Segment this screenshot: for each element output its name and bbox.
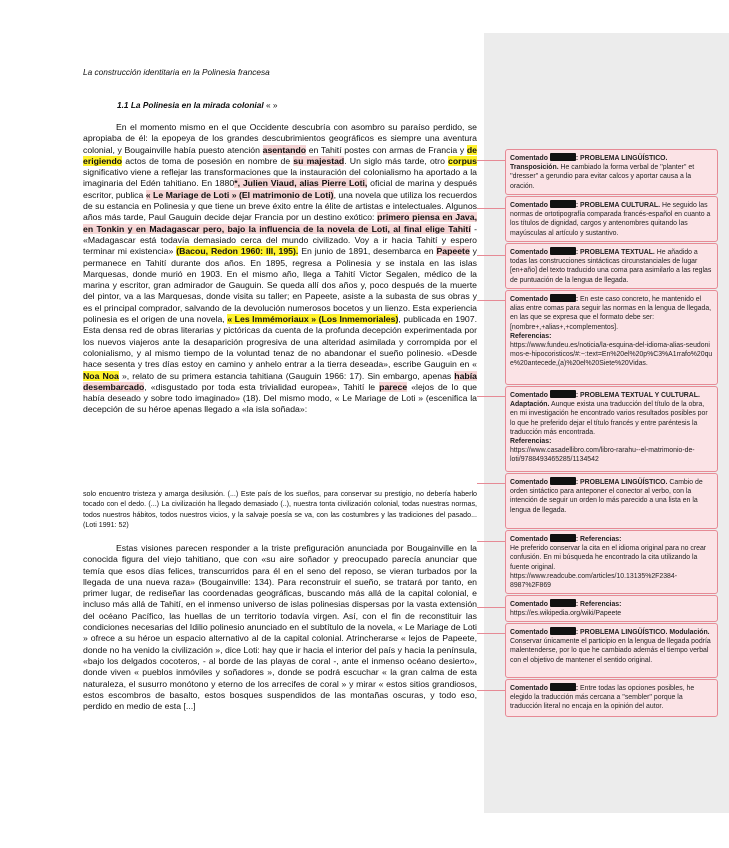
highlighted-text: Noa Noa <box>83 370 119 381</box>
body-text-run: , una novela que utiliza los recuerdos de su estancia en Polinesia y que tiene un breve éxito entre la élite de artistas e intelectuales. Algunos años más tarde, Paul Gauguin decide dejar Francia por un destino exótico: <box>83 189 477 223</box>
comment-card[interactable]: Comentado : PROBLEMA LINGÜÍSTICO. Transposición. He cambiado la forma verbal de ''planter'' et ''dresser'' a gerundio para evitar calcos y aportar causa a la oración. <box>505 149 718 195</box>
paragraph-1-text <box>83 122 477 416</box>
comment-type: Referencias: <box>580 601 622 608</box>
section-title: La Polinesia en la mirada colonial <box>130 100 264 110</box>
body-text-run: . Un siglo más tarde, otro <box>344 155 449 166</box>
comment-label: Comentado <box>510 685 548 692</box>
redacted-author <box>550 294 576 302</box>
comment-body: Aunque exista una traducción del título de la obra, en mi investigación he encontrado varios resultados posibles por lo que he preferido dejar el título francés y entre paréntesis la traducción más encontrada. <box>510 401 708 436</box>
commented-text: « Le Mariage de Loti » (El matrimonio de Loti) <box>145 189 334 200</box>
comment-body: He preferido conservar la cita en el idioma original para no crear confusión. En mi búsqueda he encontrado la cita utilizando la fuente original. https://www.readcube.com/articles/10.13135%2F2384-8987%2F869 <box>510 545 707 590</box>
comment-type: PROBLEMA LINGÜÍSTICO. <box>580 479 668 486</box>
body-text-run: en Tahití postes con armas de Francia y <box>306 144 467 155</box>
body-text-run: , publicada en 1907. Esta densa red de obras literarias y pictóricas da cuenta de la profunda decepción experimentada por los nuevos viajeros ante la desaparición progresiva de una alteridad asimilada y corrompida por el colonialismo, y al mismo tiempo de la voluntad tenaz de no abandonar el sueño polinesio. «Desde hace sesenta y tres días estoy en camino y anhelo entrar a la tierra deseada», escribe Gauguin en « <box>83 314 477 370</box>
comment-connector <box>477 255 507 256</box>
section-heading <box>117 100 278 110</box>
comment-connector <box>477 300 507 301</box>
comment-card[interactable]: Comentado : Referencias: https://es.wikipedia.org/wiki/Papeete <box>505 595 718 622</box>
comment-card[interactable]: Comentado : PROBLEMA CULTURAL. He seguido las normas de ortotipografía comparada francés-español en cuanto a los títulos de dignidad, cargos y antenombres quitando las mayúsculas al artículo y sustantivo. <box>505 196 718 242</box>
comment-connector <box>477 633 507 634</box>
body-text-run: «lejos de lo que había deseado y sobre todo imaginado» (18). Del mismo modo, « Le Mariage de Loti » (escenifica la decepción de su héroe apenas llegado a «la isla soñada»: <box>83 381 477 415</box>
comment-refs-link[interactable]: https://www.casadellibro.com/libro-rarahu--el-matrimonio-de-loti/9788493465285/1134542 <box>510 447 695 464</box>
highlighted-text: corpus <box>448 155 478 166</box>
comment-type: PROBLEMA LINGÜÍSTICO. Modulación. <box>580 629 710 636</box>
body-text-run: En junio de 1891, desembarca en <box>298 246 437 257</box>
comment-type: PROBLEMA TEXTUAL Y CULTURAL. <box>580 392 700 399</box>
comment-card[interactable]: Comentado : PROBLEMA TEXTUAL Y CULTURAL. Adaptación. Aunque exista una traducción del título de la obra, en mi investigación he encontrado varios resultados posibles por lo que he preferido dejar el título francés y entre paréntesis la traducción más encontrada. Referencias: https://www.casadellibro.com/libro-rarahu--el-matrimonio-de-loti/9788493465285/1134542 <box>505 386 718 472</box>
commented-text: parece <box>379 381 408 392</box>
body-text-run: , «disgustado por toda esta trivialidad europea», Tahití le <box>144 381 380 392</box>
comment-connector <box>477 396 507 397</box>
redacted-author <box>550 599 576 607</box>
comment-label: Comentado <box>510 155 548 162</box>
comment-card[interactable]: Comentado : PROBLEMA LINGÜÍSTICO. Cambio de orden sintáctico para anteponer el conector al verbo, con la intención de seguir un orden lo más parecido a una lista en la lengua de llegada. <box>505 473 718 529</box>
paragraph-2-text: Estas visiones parecen responder a la triste prefiguración anunciada por Bougainville en la conocida figura del viejo tahitiano, que con «su aire soñador y preocupado parecía anunciar que temía que esos días felices, transcurridos para él en el seno del reposo, se vieran turbados por la llegada de una nueva raza» (Bougainville: 134). Para reconstruir el sueño, se tratará por tanto, en primer lugar, de rediseñar las coordenadas geográficas, buscando más allá de la capital colonial, e incluso más allá de Tahití, en el inmenso universo de islas polinesias dispersas por la vasta extensión del océano Pacífico, las huellas de un territorio todavía virgen. Así, con el fin de reconstituir las condiciones necesarias del Idilio polinesio anunciado en el subtítulo de la novela, « Le Mariage de Loti » ofrece a su héroe un espacio alternativo al de la capital colonial. Atrincherarse « lejos de Papeete, donde no ha venido la civilización », dice Loti: hay que ir hacia el interior del país y hacia la península, «bajo los delgados cocoteros, - al borde de las playas de coral -, ante el inmenso océano desierto», donde viven « pueblos inmóviles y soñadores », donde se podrá escuchar « la gran calma de esta naturaleza, el susurro monótono y eterno de los arrecifes de coral » y mirar « estos sitios grandiosos, estos escombros de basalto, estos bosques suspendidos de las montañas oscuras, y todo eso, perdido en medio de esta [...] <box>83 543 477 712</box>
comment-technique: Transposición. <box>510 164 559 172</box>
commented-text: había desembarcado <box>83 370 477 392</box>
comment-connector <box>477 690 507 691</box>
redacted-author <box>550 247 576 255</box>
comment-card[interactable]: Comentado : Entre todas las opciones posibles, he elegido la traducción más cercana a ''sembler'' porque la traducción literal no encaja en la opinión del autor. <box>505 679 718 717</box>
comment-body: Conservar únicamente el participio en la lengua de llegada podría malentenderse, por lo que he cambiado además el tiempo verbal con el objetivo de mantener el sentido original. <box>510 638 711 664</box>
commented-text: Papeete <box>436 246 470 257</box>
comment-card[interactable]: Comentado : En este caso concreto, he mantenido el alias entre comas para seguir las normas en la lengua de llegada, en las que se expresa que el formato debe ser: [nombre+,+alias+,+complementos]. Referencias: https://www.fundeu.es/noticia/la-esquina-del-idioma-alias-seudonimos-e-hipocoristicos/#:~:text=En%20el%20p%C3%A1rrafo%20que%20antecede,(a)%20el%20Siete%20Vidas. <box>505 290 718 385</box>
comment-body: He cambiado la forma verbal de ''planter'' et ''dresser'' a gerundio para evitar calcos y aportar causa a la oración. <box>510 164 695 190</box>
body-text-run: y permanece en Tahití durante dos años. En 1895, regresa a Polinesia y se instala en las islas Marquesas, donde murió en 1903. En el mismo año, llega a Tahití Victor Segalen, médico de la marina y escritor, gran admirador de Gauguin. Se queda allí dos años y, poco después de la muerte del pintor, va a las Marquesas, donde visita su taller; en Papeete, asiste a la subasta de sus obras y es el principal comprador, salvando de la devolución numerosos bocetos y un lienzo. Esta experiencia polinesia es el origen de una novela, <box>83 246 478 325</box>
section-number: 1.1 <box>117 100 129 110</box>
body-text-run: En el momento mismo en el que Occidente descubría con asombro su paraíso perdido, se apropiaba de él: la epopeya de los grandes descubrimientos geográficos es siempre una aventura colonial, y Bougainville había puesto atención <box>83 122 477 155</box>
section-suffix: « » <box>265 100 278 110</box>
comment-connector <box>477 483 507 484</box>
body-text-run: oficial de marina y después escritor, publica <box>83 178 478 200</box>
comment-type: PROBLEMA TEXTUAL. <box>580 249 655 256</box>
redacted-author <box>550 534 576 542</box>
redacted-author <box>550 683 576 691</box>
comment-connector <box>477 160 507 161</box>
commented-text: primero piensa en Java, en Tonkin y en Madagascar pero, bajo la influencia de la novela de Loti, al final elige Tahití <box>83 212 477 234</box>
body-text-run: significativo viene a reflejar las transformaciones que la instauración del colonialismo ha aportado a la imaginaria del Edén tahitiano. En 1880 <box>83 167 477 189</box>
comment-type: PROBLEMA CULTURAL. <box>580 202 661 209</box>
highlighted-text: (Bacou, Redon 1960: III, 195). <box>176 246 299 257</box>
commented-text: asentando <box>262 144 307 155</box>
redacted-author <box>550 153 576 161</box>
body-text-run: actos de toma de posesión en nombre de <box>122 155 294 166</box>
comment-label: Comentado <box>510 536 548 543</box>
comment-connector <box>477 541 507 542</box>
comment-label: Comentado <box>510 296 548 303</box>
comment-card[interactable]: Comentado : Referencias: He preferido conservar la cita en el idioma original para no crear confusión. En mi búsqueda he encontrado la cita utilizando la fuente original. https://www.readcube.com/articles/10.13135%2F2384-8987%2F869 <box>505 530 718 594</box>
paragraph-1 <box>83 122 477 416</box>
comment-body: En este caso concreto, he mantenido el alias entre comas para seguir las normas en la lengua de llegada, en las que se expresa que el formato debe ser: [nombre+,+alias+,+complementos]. <box>510 296 712 331</box>
comment-label: Comentado <box>510 629 548 636</box>
comment-label: Comentado <box>510 202 548 209</box>
comment-label: Comentado <box>510 479 548 486</box>
highlighted-text: de erigiendo <box>83 144 477 166</box>
running-header: La construcción identitaria en la Polinesia francesa <box>83 67 270 77</box>
redacted-author <box>550 390 576 398</box>
comment-card[interactable]: Comentado : PROBLEMA LINGÜÍSTICO. Modulación. Conservar únicamente el participio en la lengua de llegada podría malentenderse, por lo que he cambiado además el tiempo verbal con el objetivo de mantener el sentido original. <box>505 623 718 678</box>
highlighted-text: « Les Immémoriaux » (Los Inmemoriales) <box>227 314 399 325</box>
commented-text: su majestad <box>293 155 345 166</box>
comment-body: He añadido a todas las construcciones sintácticas circunstanciales de lugar [en+año] del texto traducido una coma para asimilarlo a las reglas de puntuación de la lengua de llegada. <box>510 249 712 284</box>
comment-body: Entre todas las opciones posibles, he elegido la traducción más cercana a ''sembler'' porque la traducción literal no encaja en la opinión del autor. <box>510 685 695 711</box>
comment-refs-label: Referencias: <box>510 332 552 340</box>
redacted-author <box>550 200 576 208</box>
comment-technique: Adaptación. <box>510 401 550 409</box>
redacted-author <box>550 477 576 485</box>
comment-body: https://es.wikipedia.org/wiki/Papeete <box>510 610 622 618</box>
comment-body: Cambio de orden sintáctico para anteponer el conector al verbo, con la intención de seguir un orden lo más parecido a una lista en la lengua de llegada. <box>510 479 703 514</box>
comment-connector <box>477 208 507 209</box>
commented-text: *, Julien Viaud, alias Pierre Loti, <box>234 178 368 189</box>
comment-body: He seguido las normas de ortotipografía comparada francés-español en cuanto a los títulos de dignidad, cargos y antenombres quitando las mayúsculas al artículo y sustantivo. <box>510 202 711 237</box>
body-text-run: », relato de su primera estancia tahitiana (Gauguin 1966: 17). Sin embargo, apenas <box>118 370 455 381</box>
comment-label: Comentado <box>510 249 548 256</box>
comment-type: PROBLEMA LINGÜÍSTICO. <box>580 155 668 162</box>
comment-card[interactable]: Comentado : PROBLEMA TEXTUAL. He añadido a todas las construcciones sintácticas circunstanciales de lugar [en+año] del texto traducido una coma para asimilarlo a las reglas de puntuación de la lengua de llegada. <box>505 243 718 289</box>
comment-connector <box>477 607 507 608</box>
comment-label: Comentado <box>510 392 548 399</box>
comment-refs-label: Referencias: <box>510 438 552 446</box>
comment-refs-link[interactable]: https://www.fundeu.es/noticia/la-esquina-del-idioma-alias-seudonimos-e-hipocoristicos/#:~:text=En%20el%20p%C3%A1rrafo%20que%20antecede,(a)%20el%20Siete%20Vidas. <box>510 342 713 368</box>
block-quote: solo encuentro tristeza y amarga desilusión. (...) Este país de los sueños, para conservar su prestigio, no debería haberlo tocado con el dedo. (...) La civilización ha llegado demasiado (..), nuestra tonta civilización colonial, todas nuestras normas, todos nuestros hábitos, todos nuestros vicios, y la salvaje poesía se va, con las costumbres y las tradiciones del pasado... (Loti 1991: 52) <box>83 490 477 529</box>
comment-type: Referencias: <box>580 536 622 543</box>
body-text-run: - «Madagascar está todavía demasiado cerca del mundo civilizado. Voy a ir hacia Tahití y espero terminar mi existencia» <box>83 223 477 257</box>
paragraph-2 <box>83 543 477 712</box>
redacted-author <box>550 627 576 635</box>
comment-label: Comentado <box>510 601 548 608</box>
